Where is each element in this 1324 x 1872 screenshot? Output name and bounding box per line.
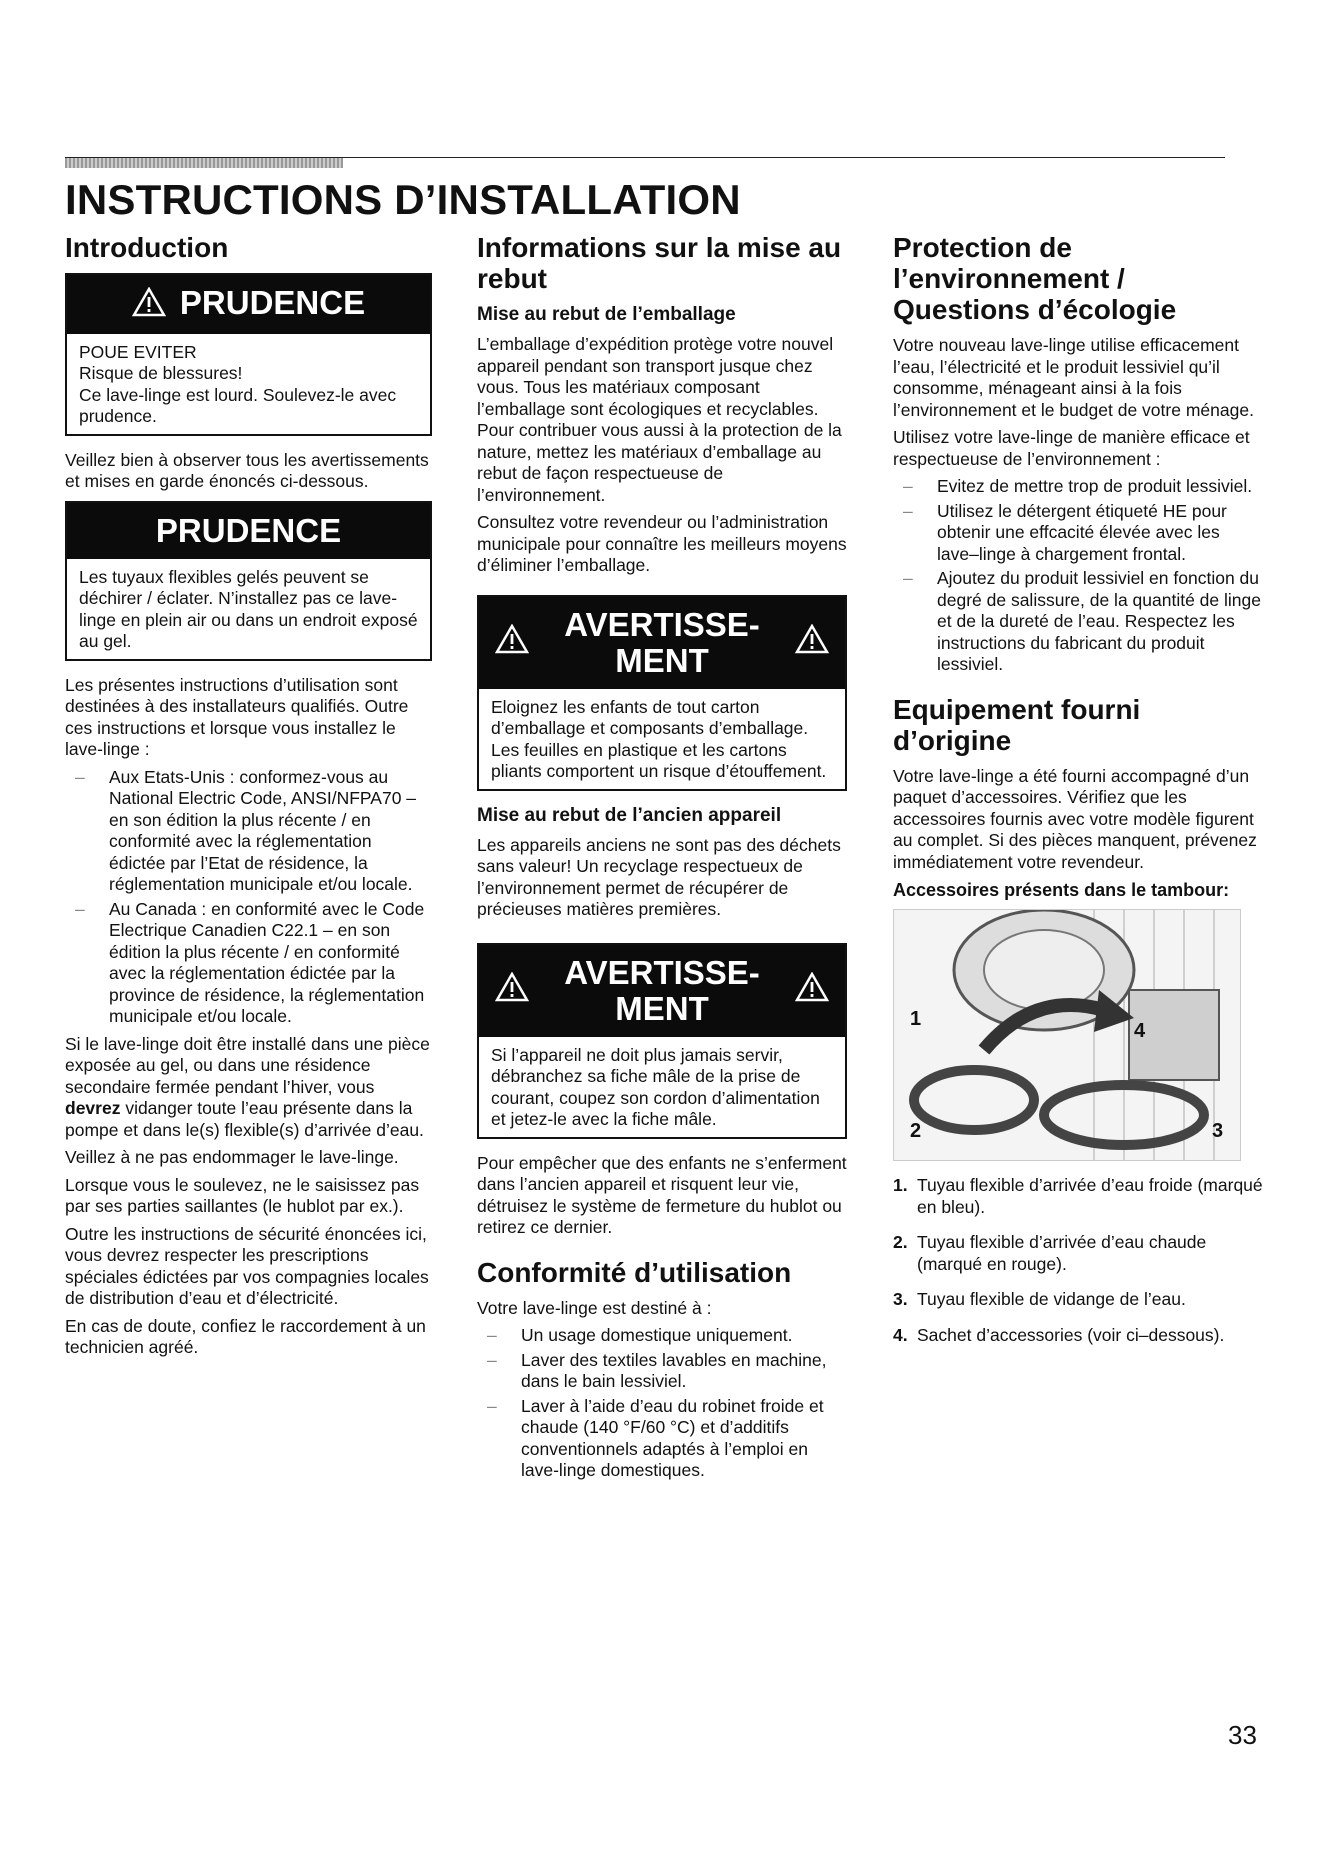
caution-body: Les tuyaux flexibles gelés peuvent se déchirer / éclater. N’installez pas ce lave-linge en plein air ou dans un endroit exposé au gel. bbox=[79, 566, 418, 652]
item-text: Tuyau flexible d’arrivée d’eau froide (marqué en bleu). bbox=[917, 1175, 1263, 1217]
drum-hoses-drawing bbox=[894, 910, 1240, 1160]
list-item bbox=[893, 1232, 1263, 1275]
item-number: 3. bbox=[893, 1289, 908, 1309]
list-item: – Au Canada : en conformité avec le Code Electrique Canadien C22.1 – en son édition la plus récente / en conformité avec la réglementation édictée par la province de résidence, la réglementation municipale et/ou locale. bbox=[65, 899, 432, 1028]
warning-label-line: AVERTISSE- bbox=[564, 953, 760, 991]
column-introduction bbox=[65, 232, 432, 1365]
warning-label-line: MENT bbox=[615, 989, 709, 1027]
caution-body bbox=[67, 334, 430, 434]
figure-label: 1 bbox=[910, 1008, 922, 1030]
caution-label: PRUDENCE bbox=[179, 284, 366, 321]
item-text: Tuyau flexible d’arrivée d’eau chaude (marqué en rouge). bbox=[917, 1232, 1207, 1274]
list-item: – Evitez de mettre trop de produit lessiviel. bbox=[893, 476, 1263, 498]
column-environment bbox=[893, 232, 1263, 1360]
paragraph: Les présentes instructions d’utilisation sont destinées à des installateurs qualifiés. Outre ces instructions et lorsque vous installez le lave-linge : bbox=[65, 674, 409, 760]
figure-label: 3 bbox=[1212, 1120, 1224, 1142]
warning-triangle-icon bbox=[132, 287, 166, 324]
list-item: – Un usage domestique uniquement. bbox=[477, 1325, 847, 1347]
warning-triangle-icon bbox=[795, 972, 829, 1009]
section-heading-conformity: Conformité d’utilisation bbox=[477, 1256, 792, 1288]
item-number: 4. bbox=[893, 1324, 908, 1345]
paragraph: Utilisez votre lave-linge de manière efficace et respectueuse de l’environnement : bbox=[893, 427, 1250, 469]
figure-label: 4 bbox=[1134, 1020, 1146, 1042]
list-item bbox=[893, 1175, 1263, 1218]
warning-label bbox=[529, 607, 795, 679]
list-item: – Laver à l’aide d’eau du robinet froide et chaude (140 °F/60 °C) et d’additifs conventionnels adaptés à l’emploi en lave-linge domestiques. bbox=[477, 1396, 847, 1482]
list-item: – Utilisez le détergent étiqueté HE pour obtenir une effcacité élevée avec les lave–linge à chargement frontal. bbox=[893, 501, 1263, 566]
list-item bbox=[893, 1325, 1263, 1347]
paragraph: Votre nouveau lave-linge utilise efficacement l’eau, l’électricité et le produit lessiviel qu’il consomme, ménageant ainsi à la fois l’environnement et le budget de votre ménage. bbox=[893, 335, 1254, 420]
eco-list bbox=[893, 476, 1263, 676]
emphasis: devrez bbox=[65, 1098, 121, 1119]
regulation-list bbox=[65, 767, 432, 1028]
paragraph: Veillez bien à observer tous les avertissements et mises en garde énoncés ci-dessous. bbox=[65, 449, 429, 492]
paragraph: Les appareils anciens ne sont pas des déchets sans valeur! Un recyclage respectueux de l’environnement permet de récupérer de précieuses matières premières. bbox=[477, 834, 841, 919]
page-title: INSTRUCTIONS D’INSTALLATION bbox=[65, 176, 741, 223]
warning-header bbox=[479, 597, 845, 689]
caution-box bbox=[65, 273, 432, 436]
paragraph: Lorsque vous le soulevez, ne le saisissez pas par ses parties saillantes (le hublot par ex.). bbox=[65, 1174, 420, 1217]
section-heading-introduction: Introduction bbox=[65, 232, 229, 263]
paragraph: Outre les instructions de sécurité énoncées ici, vous devrez respecter les prescriptions spéciales édictées par vos compagnies locales de distribution d’eau et d’électricité. bbox=[65, 1223, 429, 1309]
accessories-illustration bbox=[893, 909, 1241, 1161]
caution-line: Ce lave-linge est lourd. Soulevez-le avec prudence. bbox=[79, 384, 397, 427]
paragraph: Votre lave-linge est destiné à : bbox=[477, 1297, 712, 1318]
warning-body: Eloignez les enfants de tout carton d’emballage et composants d’emballage. Les feuilles en plastique et les cartons pliants comportent un risque d’étouffement. bbox=[491, 696, 827, 781]
paragraph: Consultez votre revendeur ou l’administration municipale pour connaître les meilleurs moyens d’éliminer l’emballage. bbox=[477, 512, 847, 575]
warning-label-line: MENT bbox=[615, 641, 709, 679]
header-rule bbox=[65, 157, 1225, 163]
caution-line: Risque de blessures! bbox=[79, 363, 243, 384]
caution-line: POUE EVITER bbox=[79, 341, 197, 362]
paragraph: Votre lave-linge a été fourni accompagné d’un paquet d’accessoires. Vérifiez que les accessoires fournis avec votre modèle figurent au complet. Si des pièces manquent, prévenez immédiatement votre revendeur. bbox=[893, 765, 1257, 872]
paragraph bbox=[65, 1034, 432, 1142]
warning-label-line: AVERTISSE- bbox=[564, 605, 760, 643]
item-text: Sachet d’accessories (voir ci–dessous). bbox=[917, 1324, 1225, 1345]
list-item: – Ajoutez du produit lessiviel en fonction du degré de salissure, de la quantité de linge et de la dureté de l’eau. Respectez les instructions du fabricant du produit lessiviel. bbox=[893, 568, 1263, 676]
caution-header: PRUDENCE bbox=[67, 503, 430, 559]
warning-header bbox=[479, 945, 845, 1037]
column-disposal bbox=[477, 232, 847, 1488]
warning-triangle-icon bbox=[795, 624, 829, 661]
subheading: Accessoires présents dans le tambour: bbox=[893, 880, 1230, 900]
warning-triangle-icon bbox=[495, 972, 529, 1009]
warning-box bbox=[477, 595, 847, 791]
caution-box bbox=[65, 501, 432, 661]
paragraph: Pour empêcher que des enfants ne s’enferment dans l’ancien appareil et risquent leur vie, détruisez le système de fermeture du hublot ou retirez ce dernier. bbox=[477, 1152, 847, 1237]
text-run: Si le lave-linge doit être installé dans une pièce exposée au gel, ou dans une résidence secondaire fermée pendant l’hiver, vous bbox=[65, 1033, 430, 1097]
paragraph: L’emballage d’expédition protège votre nouvel appareil pendant son transport jusque chez vous. Tous les matériaux composant l’emballage sont écologiques et recyclables. Pour contribuer vous aussi à la protection de la nature, mettez les matériaux d’emballage au rebut de façon respectueuse de l’environnement. bbox=[477, 334, 842, 505]
section-heading-equipment: Equipement fourni d’origine bbox=[893, 693, 1141, 756]
accessories-list bbox=[893, 1175, 1263, 1346]
list-item: – Aux Etats-Unis : conformez-vous au National Electric Code, ANSI/NFPA70 – en son édition la plus récente / en conformité avec la réglementation édictée par l’Etat de résidence, la réglementation municipale et/ou locale. bbox=[65, 767, 432, 896]
item-text: Tuyau flexible de vidange de l’eau. bbox=[917, 1289, 1186, 1309]
subheading: Mise au rebut de l’ancien appareil bbox=[477, 804, 782, 826]
figure-label: 2 bbox=[910, 1120, 922, 1142]
item-number: 1. bbox=[893, 1175, 908, 1195]
caution-header bbox=[67, 275, 430, 334]
list-item bbox=[893, 1289, 1263, 1311]
warning-box bbox=[477, 943, 847, 1139]
warning-body: Si l’appareil ne doit plus jamais servir, débranchez sa fiche mâle de la prise de courant, coupez son cordon d’alimentation et jetez-le avec la fiche mâle. bbox=[491, 1044, 820, 1129]
list-item: – Laver des textiles lavables en machine, dans le bain lessiviel. bbox=[477, 1350, 847, 1393]
usage-list bbox=[477, 1325, 847, 1482]
section-heading-disposal: Informations sur la mise au rebut bbox=[477, 232, 842, 294]
warning-label bbox=[529, 955, 795, 1027]
paragraph: Veillez à ne pas endommager le lave-linge. bbox=[65, 1147, 399, 1168]
page-number: 33 bbox=[1228, 1720, 1257, 1750]
item-number: 2. bbox=[893, 1232, 908, 1252]
text-run: vidanger toute l’eau présente dans la pompe et dans le(s) flexible(s) d’arrivée d’eau. bbox=[65, 1098, 424, 1140]
section-heading-environment: Protection de l’environnement / Questions d’écologie bbox=[893, 232, 1177, 325]
warning-triangle-icon bbox=[495, 624, 529, 661]
paragraph: En cas de doute, confiez le raccordement à un technicien agréé. bbox=[65, 1315, 426, 1358]
subheading: Mise au rebut de l’emballage bbox=[477, 304, 736, 325]
